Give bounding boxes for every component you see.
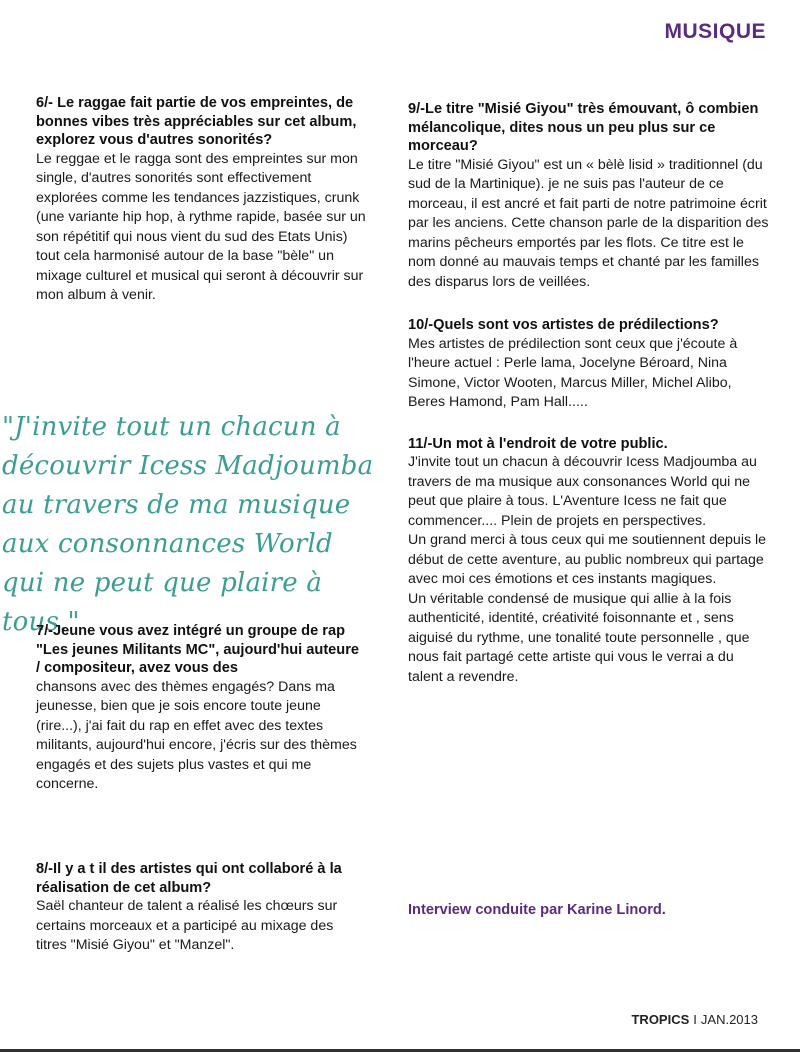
question-7: 7/-Jeune vous avez intégré un groupe de rap "Les jeunes Militants MC", aujourd'hui auteure / compositeur, avez vous des (36, 623, 360, 676)
qa-10 (408, 316, 770, 413)
footer-separator: I (693, 1012, 697, 1027)
magazine-name: TROPICS (631, 1012, 690, 1027)
question-10: 10/-Quels sont vos artistes de prédilections? (408, 317, 719, 333)
qa-9 (408, 100, 770, 292)
answer-11-paragraph-3: Un véritable condensé de musique qui allie à la fois authenticité, identité, créativité foisonnante et , sens aiguisé du rythme, une tonalité toute personnelle , que nous fait partagé cette artiste qui vous le verrai a du talent a revendre. (408, 590, 750, 685)
pull-quote: "J'invite tout un chacun à découvrir Icess Madjoumba au travers de ma musique aux consonnances World qui ne peut que plaire à tous." (2, 412, 374, 637)
qa-11 (408, 435, 770, 688)
answer-10: Mes artistes de prédilection sont ceux que j'écoute à l'heure actuel : Perle lama, Jocelyne Béroard, Nina Simone, Victor Wooten, Marcus Miller, Michel Alibo, Beres Hamond, Pam Hall..... (408, 335, 738, 410)
question-6: 6/- Le raggae fait partie de vos empreintes, de bonnes vibes très appréciables sur cet album, explorez vous d'autres sonorités? (36, 95, 357, 148)
qa-6 (36, 94, 366, 306)
answer-11 (408, 453, 770, 687)
section-title: MUSIQUE (664, 20, 766, 43)
issue-date: JAN.2013 (700, 1012, 758, 1027)
page-footer (631, 1012, 758, 1027)
answer-6: Le reggae et le ragga sont des empreintes sur mon single, d'autres sonorités sont effectivement explorées comme les tendances jazzistiques, crunk (une variante hip hop, à rythme rapide, basée sur un son répétitif qui nous vient du sud des Etats Unis) tout cela harmonisé autour de la base "bèle" un mixage culturel et musical qui seront à découvrir sur mon album à venir. (36, 150, 366, 303)
question-9: 9/-Le titre "Misié Giyou" très émouvant, ô combien mélancolique, dites nous un peu plus sur ce morceau? (408, 101, 759, 154)
answer-9: Le titre "Misié Giyou" est un « bèlè lisid » traditionnel (du sud de la Martinique). je ne suis pas l'auteur de ce morceau, il est ancré et fait parti de notre patrimoine écrit par les anciens. Cette chanson parle de la disparition des marins pêcheurs emportés par les flots. Ce titre est le nom donné au mauvais temps et chanté par les familles des disparus lors de veillées. (408, 156, 769, 290)
question-11: 11/-Un mot à l'endroit de votre public. (408, 435, 668, 452)
question-8: 8/-Il y a t il des artistes qui ont collaboré à la réalisation de cet album? (36, 861, 342, 896)
answer-7: chansons avec des thèmes engagés? Dans ma jeunesse, bien que je sois encore toute jeune (rire...), j'ai fait du rap en effet avec des textes militants, aujourd'hui encore, j'écris sur des thèmes engagés et des sujets plus vastes et qui me concerne. (36, 678, 357, 792)
qa-8 (36, 860, 366, 956)
answer-11-paragraph-1: J'invite tout un chacun à découvrir Icess Madjoumba au travers de ma musique aux consonances World qui ne peut que plaire à tous. L'Aventure Icess ne fait que commencer.... Plein de projets en perspectives. (408, 454, 757, 529)
answer-8: Saël chanteur de talent a réalisé les chœurs sur certains morceaux et a participé au mixage des titres "Misié Giyou" et "Manzel". (36, 898, 338, 953)
interview-credit: Interview conduite par Karine Linord. (408, 902, 666, 918)
qa-7 (36, 622, 366, 795)
answer-11-paragraph-2: Un grand merci à tous ceux qui me soutiennent depuis le début de cette aventure, au public nombreux qui partage avec moi ces émotions et ces instants magiques. (408, 532, 767, 587)
right-column (408, 100, 770, 687)
